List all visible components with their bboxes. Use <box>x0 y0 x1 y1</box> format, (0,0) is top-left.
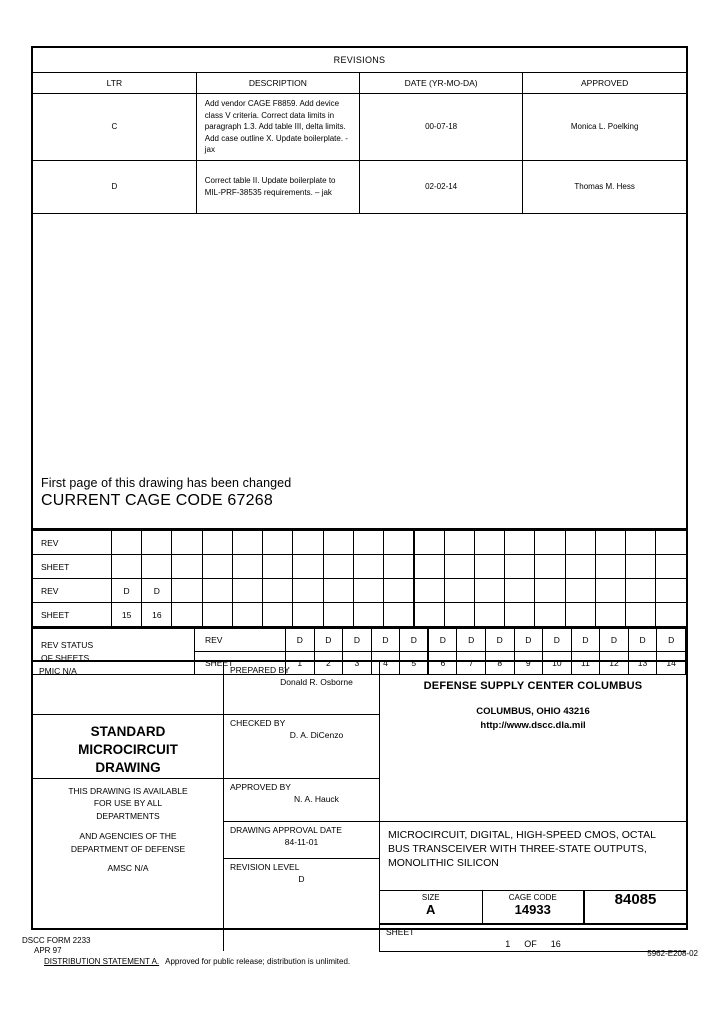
grid-cell <box>414 579 444 603</box>
grid-cell <box>595 579 625 603</box>
document-number: 5962-E208-02 <box>647 949 698 958</box>
revisions-col-ltr: LTR <box>33 73 196 94</box>
revision-row-c <box>33 94 686 161</box>
status-rev-cell: D <box>400 629 429 652</box>
grid-cell <box>474 531 504 555</box>
grid-cell <box>293 603 323 628</box>
availability-cell <box>33 778 224 951</box>
grid-cell <box>595 603 625 628</box>
status-sheet-cell: 6 <box>428 652 457 675</box>
grid-cell <box>505 531 535 555</box>
grid-cell <box>232 531 262 555</box>
grid-cell <box>112 555 142 579</box>
grid-row-sheet-lower <box>33 603 686 628</box>
size-cell <box>380 890 482 924</box>
status-sheet-cell: 5 <box>400 652 429 675</box>
sheet-total: 16 <box>550 938 561 949</box>
checked-by-name: D. A. DiCenzo <box>289 730 344 740</box>
approved-by-name: N. A. Hauck <box>294 793 339 804</box>
drawing-body-area <box>33 185 686 530</box>
status-rev-cell: D <box>314 629 343 652</box>
sheet-revision-grid <box>33 530 686 628</box>
description-line-3: MONOLITHIC SILICON <box>388 857 499 869</box>
grid-cell: 15 <box>112 603 142 628</box>
revisions-header-row <box>33 73 686 94</box>
availability-line-4: AND AGENCIES OF THE <box>79 830 177 841</box>
grid-label-rev: REV <box>33 579 112 603</box>
distribution-text: Approved for public release; distribution is unlimited. <box>165 957 351 966</box>
cage-code-value: 14933 <box>514 901 551 917</box>
pmic-value: PMIC N/A <box>39 666 77 676</box>
status-sheet-cell: 7 <box>457 652 486 675</box>
grid-cell <box>625 555 655 579</box>
grid-cell <box>232 555 262 579</box>
prepared-by-label: PREPARED BY <box>230 665 290 675</box>
grid-row-rev-upper <box>33 531 686 555</box>
availability-line-1: THIS DRAWING IS AVAILABLE <box>68 785 188 796</box>
revision-level-label: REVISION LEVEL <box>230 861 300 872</box>
description-line-1: MICROCIRCUIT, DIGITAL, HIGH-SPEED CMOS, OCTAL <box>388 828 656 841</box>
grid-cell <box>625 579 655 603</box>
grid-cell <box>565 579 595 603</box>
grid-cell <box>232 603 262 628</box>
agency-line-2: COLUMBUS, OHIO 43216 <box>476 706 590 717</box>
grid-cell: D <box>142 579 172 603</box>
grid-cell <box>625 531 655 555</box>
grid-label-sheet: SHEET <box>33 555 112 579</box>
grid-cell <box>384 555 414 579</box>
revision-approved: Monica L. Poelking <box>523 94 686 161</box>
grid-cell <box>172 555 202 579</box>
description-row <box>380 822 686 891</box>
grid-cell <box>202 555 232 579</box>
grid-label-sheet: SHEET <box>33 603 112 628</box>
grid-cell <box>172 603 202 628</box>
grid-cell <box>353 579 383 603</box>
distribution-heading: DISTRIBUTION STATEMENT A. <box>44 957 160 966</box>
revisions-col-approved: APPROVED <box>523 73 686 94</box>
spacer <box>33 823 223 830</box>
grid-cell <box>595 555 625 579</box>
spacer <box>33 855 223 862</box>
status-rev-row <box>33 629 686 652</box>
grid-cell <box>202 531 232 555</box>
status-rev-label: REV <box>195 629 286 652</box>
revision-ltr: D <box>33 160 196 213</box>
title-block-table <box>33 662 686 952</box>
agency-cell <box>380 662 687 821</box>
agency-line-1: DEFENSE SUPPLY CENTER COLUMBUS <box>423 680 643 692</box>
description-and-ident-cell <box>380 821 687 951</box>
grid-cell <box>112 531 142 555</box>
status-sheet-cell: 4 <box>371 652 400 675</box>
amsc-value: AMSC N/A <box>107 863 149 874</box>
status-rev-cell: D <box>514 629 543 652</box>
agency-website[interactable]: http://www.dscc.dla.mil <box>480 720 586 731</box>
status-sheet-cell: 9 <box>514 652 543 675</box>
checked-by-cell <box>224 715 380 779</box>
grid-cell <box>263 579 293 603</box>
form-date: APR 97 <box>34 946 62 955</box>
revision-description: Add vendor CAGE F8859. Add device class V criteria. Correct data limits in paragraph 1.3. Add table III, delta limits. Add case outline X. Update boilerplate. - jax <box>196 94 359 161</box>
availability-text <box>33 779 223 876</box>
revisions-col-date: DATE (YR-MO-DA) <box>360 73 523 94</box>
grid-cell <box>293 579 323 603</box>
status-rev-cell: D <box>628 629 657 652</box>
size-cage-drawing-row <box>380 890 686 924</box>
grid-cell <box>414 531 444 555</box>
revision-status-block <box>33 530 686 675</box>
grid-cell <box>474 579 504 603</box>
revision-description: Correct table II. Update boilerplate to MIL-PRF-38535 requirements. – jak <box>196 160 359 213</box>
description-ident-table <box>380 822 686 951</box>
grid-cell: D <box>112 579 142 603</box>
grid-cell <box>384 579 414 603</box>
status-sheet-cell: 8 <box>485 652 514 675</box>
grid-label-rev: REV <box>33 531 112 555</box>
grid-cell <box>505 603 535 628</box>
size-label: SIZE <box>421 892 440 902</box>
drawing-number-cell <box>584 890 686 924</box>
grid-cell <box>595 531 625 555</box>
grid-cell <box>444 603 474 628</box>
approval-date-cell <box>224 821 380 858</box>
grid-cell <box>656 555 686 579</box>
revision-level-value: D <box>298 873 305 884</box>
grid-cell <box>353 531 383 555</box>
grid-cell <box>535 579 565 603</box>
approval-date-value: 84-11-01 <box>284 836 319 847</box>
status-rev-cell: D <box>657 629 686 652</box>
distribution-statement <box>22 957 698 966</box>
checked-by-label: CHECKED BY <box>230 718 286 728</box>
status-label-line-1: REV STATUS <box>41 640 94 650</box>
status-sheet-cell: 12 <box>600 652 629 675</box>
grid-cell <box>323 603 353 628</box>
product-description <box>380 822 686 891</box>
description-line-2: BUS TRANSCEIVER WITH THREE-STATE OUTPUTS, <box>388 842 647 855</box>
grid-cell <box>263 603 293 628</box>
cage-code-label: CAGE CODE <box>508 892 557 902</box>
approved-by-label: APPROVED BY <box>230 781 291 792</box>
grid-cell <box>656 603 686 628</box>
prepared-by-cell <box>224 662 380 715</box>
smd-title-line-2: MICROCIRCUIT <box>78 742 178 758</box>
status-sheet-cell: 11 <box>571 652 600 675</box>
smd-title <box>33 715 223 778</box>
agency-header <box>380 662 686 731</box>
grid-cell <box>656 531 686 555</box>
pmic-cell <box>33 662 224 715</box>
notice-line-2: CURRENT CAGE CODE 67268 <box>41 492 273 509</box>
grid-cell <box>384 531 414 555</box>
grid-cell <box>384 603 414 628</box>
title-row-prepared <box>33 662 686 715</box>
revisions-col-description: DESCRIPTION <box>196 73 359 94</box>
status-rev-cell: D <box>457 629 486 652</box>
grid-cell: 16 <box>142 603 172 628</box>
grid-cell <box>535 603 565 628</box>
cage-change-notice <box>41 476 291 510</box>
grid-cell <box>172 579 202 603</box>
status-rev-cell: D <box>371 629 400 652</box>
grid-cell <box>323 579 353 603</box>
grid-cell <box>202 603 232 628</box>
status-rev-cell: D <box>600 629 629 652</box>
sheet-of-word: OF <box>524 938 537 949</box>
smd-title-line-3: DRAWING <box>95 760 161 776</box>
status-label-line-2: OF SHEETS <box>41 653 90 663</box>
cage-code-cell <box>482 890 584 924</box>
grid-cell <box>565 531 595 555</box>
grid-cell <box>263 555 293 579</box>
grid-cell <box>263 531 293 555</box>
grid-cell <box>353 555 383 579</box>
grid-cell <box>474 555 504 579</box>
sheet-label: SHEET <box>386 926 415 937</box>
smd-title-cell <box>33 715 224 779</box>
smd-title-line-1: STANDARD <box>90 724 166 739</box>
grid-cell <box>293 531 323 555</box>
status-sheet-cell: 10 <box>543 652 572 675</box>
status-rev-cell: D <box>286 629 315 652</box>
status-sheet-cell: 13 <box>628 652 657 675</box>
revisions-title: REVISIONS <box>33 48 686 73</box>
drawing-number: 84085 <box>614 890 657 908</box>
grid-row-sheet-upper <box>33 555 686 579</box>
grid-cell <box>414 603 444 628</box>
grid-cell <box>565 603 595 628</box>
revision-date: 02-02-14 <box>360 160 523 213</box>
status-sheet-label: SHEET <box>195 652 286 675</box>
approved-by-cell <box>224 778 380 821</box>
grid-row-rev-lower <box>33 579 686 603</box>
grid-cell <box>142 555 172 579</box>
grid-cell <box>444 579 474 603</box>
grid-cell <box>535 555 565 579</box>
availability-line-3: DEPARTMENTS <box>96 811 160 822</box>
grid-cell <box>202 579 232 603</box>
revision-approved: Thomas M. Hess <box>523 160 686 213</box>
status-rev-cell: D <box>543 629 572 652</box>
status-rev-cell: D <box>485 629 514 652</box>
grid-cell <box>353 603 383 628</box>
status-sheet-cell: 1 <box>286 652 315 675</box>
grid-cell <box>414 555 444 579</box>
availability-line-5: DEPARTMENT OF DEFENSE <box>70 843 186 854</box>
grid-cell <box>625 603 655 628</box>
availability-line-2: FOR USE BY ALL <box>93 798 163 809</box>
grid-cell <box>656 579 686 603</box>
grid-cell <box>505 579 535 603</box>
status-sheet-cell: 3 <box>343 652 372 675</box>
size-value: A <box>426 901 436 917</box>
grid-cell <box>474 603 504 628</box>
page-footer <box>22 936 698 966</box>
grid-cell <box>505 555 535 579</box>
grid-cell <box>142 531 172 555</box>
grid-cell <box>535 531 565 555</box>
notice-line-1: First page of this drawing has been changed <box>41 476 292 490</box>
prepared-by-name: Donald R. Osborne <box>280 677 353 687</box>
grid-cell <box>172 531 202 555</box>
form-number: DSCC FORM 2233 <box>22 936 91 945</box>
grid-cell <box>293 555 323 579</box>
grid-cell <box>232 579 262 603</box>
sheet-number: 1 <box>505 938 511 949</box>
revision-date: 00-07-18 <box>360 94 523 161</box>
status-rev-cell: D <box>343 629 372 652</box>
approval-date-label: DRAWING APPROVAL DATE <box>230 824 342 835</box>
grid-cell <box>444 555 474 579</box>
status-sheet-cell: 14 <box>657 652 686 675</box>
revisions-title-row <box>33 48 686 73</box>
grid-cell <box>444 531 474 555</box>
status-rev-cell: D <box>571 629 600 652</box>
status-rev-cell: D <box>428 629 457 652</box>
grid-cell <box>323 531 353 555</box>
grid-cell <box>565 555 595 579</box>
grid-cell <box>323 555 353 579</box>
revision-ltr: C <box>33 94 196 161</box>
status-sheet-cell: 2 <box>314 652 343 675</box>
